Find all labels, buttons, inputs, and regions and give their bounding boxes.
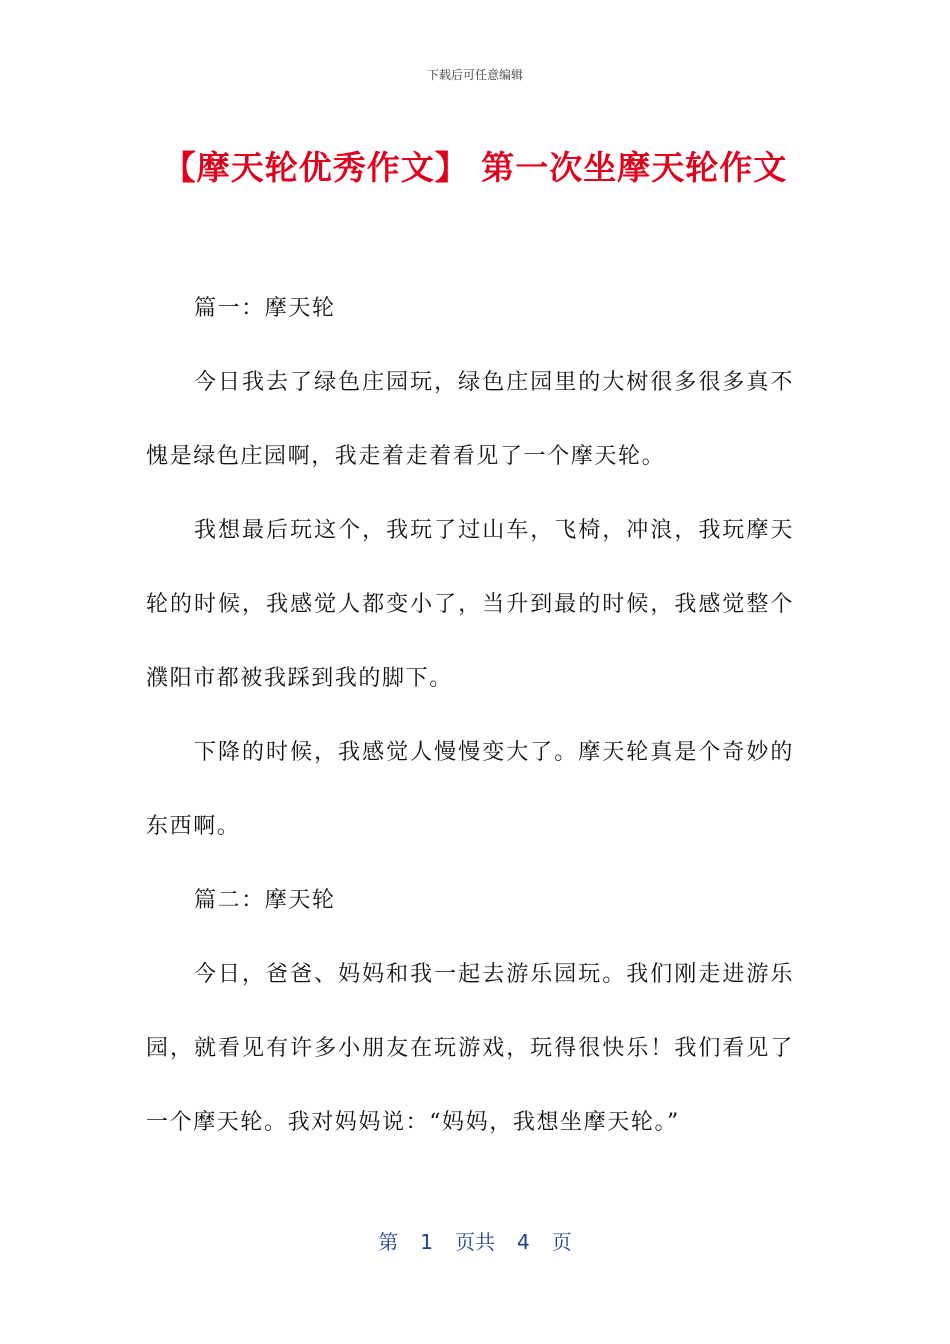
total-pages-number: 4 [517,1230,530,1254]
section-heading-2: 篇二：摩天轮 [194,888,336,913]
paragraph: 今日，爸爸、妈妈和我一起去游乐园玩。我们刚走进游乐园，就看见有许多小朋友在玩游戏，玩得很快乐！我们看见了一个摩天轮。我对妈妈说：“妈妈，我想坐摩天轮。” [146,962,794,1135]
footer-label-mid: 页共 [455,1230,495,1254]
current-page-number: 1 [420,1230,433,1254]
footer-label-post: 页 [551,1230,572,1254]
document-body [146,272,794,1160]
paragraph: 今日我去了绿色庄园玩，绿色庄园里的大树很多很多真不愧是绿色庄园啊，我走着走着看见了一个摩天轮。 [146,370,794,469]
section-heading-1: 篇一：摩天轮 [194,296,336,321]
footer-label-pre: 第 [378,1230,399,1254]
header-note: 下载后可任意编辑 [426,68,523,82]
paragraph: 下降的时候，我感觉人慢慢变大了。摩天轮真是个奇妙的东西啊。 [146,740,794,839]
document-title: 【摩天轮优秀作文】 第一次坐摩天轮作文 [162,148,788,187]
paragraph: 我想最后玩这个，我玩了过山车，飞椅，冲浪，我玩摩天轮的时候，我感觉人都变小了，当升到最的时候，我感觉整个濮阳市都被我踩到我的脚下。 [146,518,794,691]
page-footer [0,1226,950,1255]
